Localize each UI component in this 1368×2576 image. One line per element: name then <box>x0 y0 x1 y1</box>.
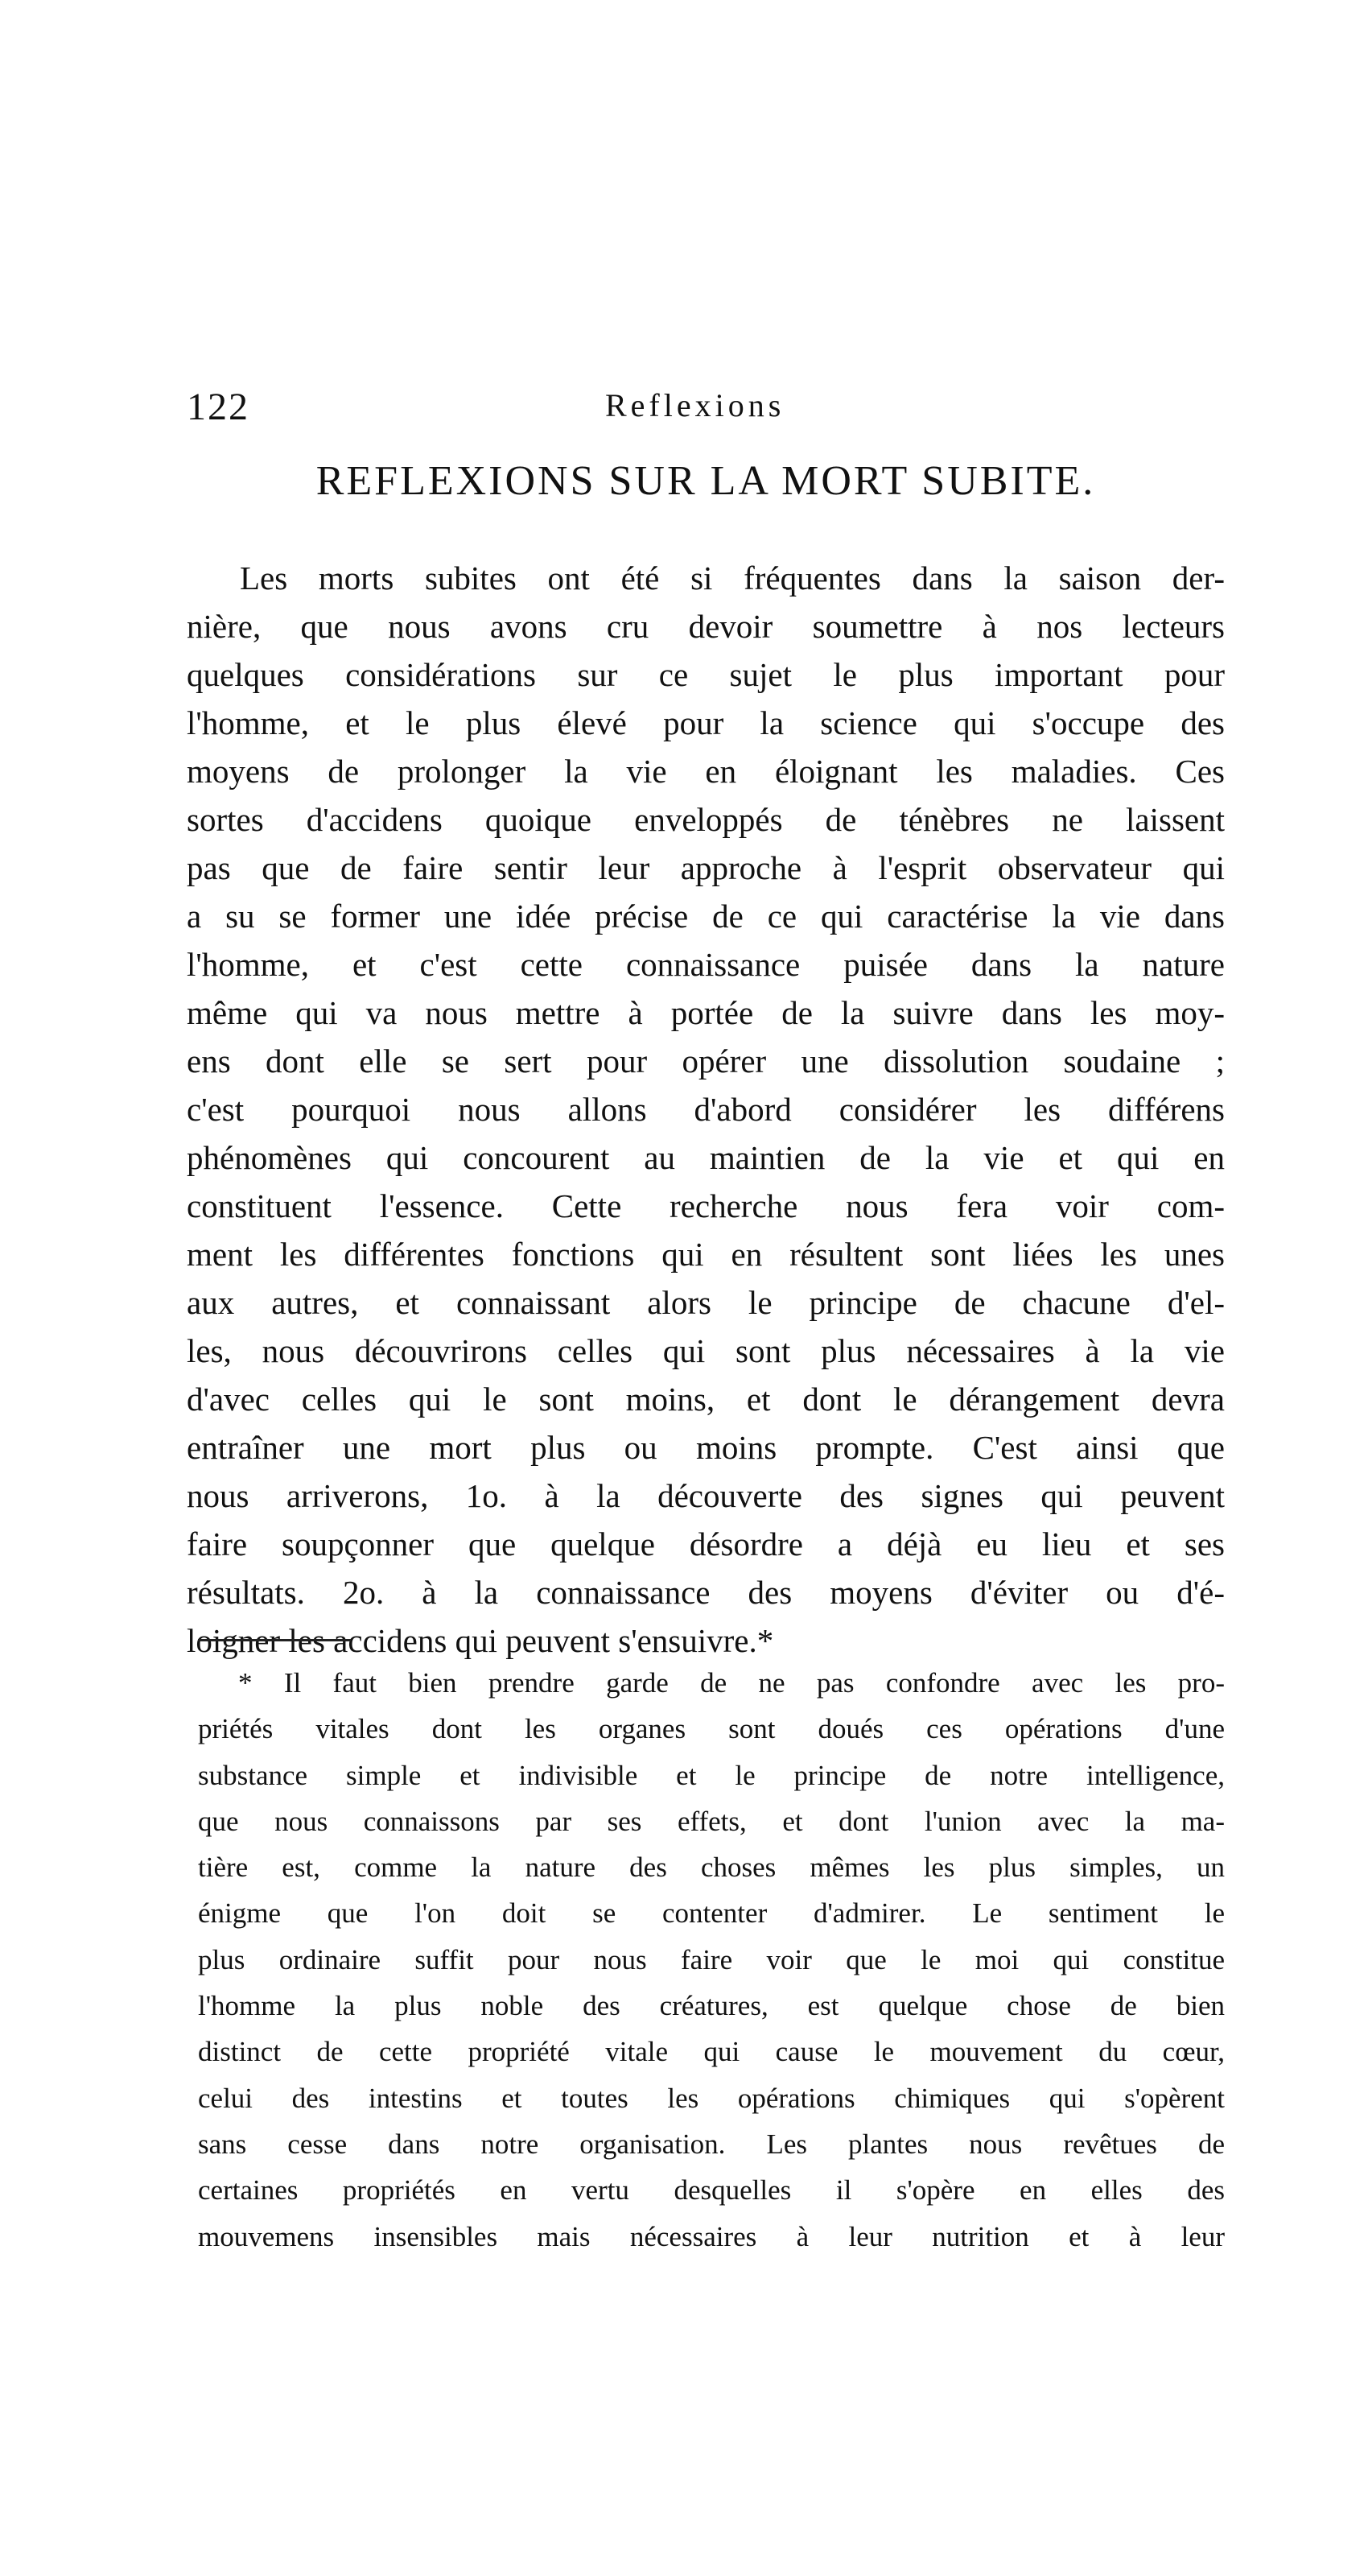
running-head <box>187 385 1225 433</box>
text-line: ment les différentes fonctions qui en résultent sont liées les unes <box>187 1236 1225 1273</box>
footnote-line: énigme que l'on doit se contenter d'admirer. Le sentiment le <box>198 1897 1225 1930</box>
text-line: quelques considérations sur ce sujet le plus important pour <box>187 656 1225 693</box>
text-line: a su se former une idée précise de ce qui caractérise la vie dans <box>187 898 1225 935</box>
text-line: ens dont elle se sert pour opérer une dissolution soudaine ; <box>187 1042 1225 1080</box>
text-line: d'avec celles qui le sont moins, et dont le dérangement devra <box>187 1381 1225 1418</box>
text-line: phénomènes qui concourent au maintien de la vie et qui en <box>187 1139 1225 1176</box>
text-line: nous arriverons, 1o. à la découverte des signes qui peuvent <box>187 1477 1225 1514</box>
footnote-line: tière est, comme la nature des choses mêmes les plus simples, un <box>198 1852 1225 1884</box>
footnote-line: * Il faut bien prendre garde de ne pas confondre avec les pro- <box>238 1667 1225 1699</box>
footnote-rule <box>198 1639 351 1641</box>
text-line: pas que de faire sentir leur approche à l'esprit observateur qui <box>187 849 1225 886</box>
page-number: 122 <box>187 386 249 428</box>
text-line: Les morts subites ont été si fréquentes dans la saison der- <box>240 559 1225 597</box>
footnote <box>198 1660 1225 2260</box>
text-line: les, nous découvrirons celles qui sont plus nécessaires à la vie <box>187 1332 1225 1369</box>
footnote-line: certaines propriétés en vertu desquelles il s'opère en elles des <box>198 2174 1225 2207</box>
text-line: résultats. 2o. à la connaissance des moyens d'éviter ou d'é- <box>187 1574 1225 1611</box>
footnote-line: que nous connaissons par ses effets, et dont l'union avec la ma- <box>198 1805 1225 1837</box>
text-line: l'homme, et c'est cette connaissance puisée dans la nature <box>187 946 1225 983</box>
text-line: sortes d'accidens quoique enveloppés de ténèbres ne laissent <box>187 801 1225 838</box>
footnote-line: l'homme la plus noble des créatures, est quelque chose de bien <box>198 1990 1225 2022</box>
running-title: Reflexions <box>605 387 785 423</box>
text-line: faire soupçonner que quelque désordre a déjà eu lieu et ses <box>187 1525 1225 1563</box>
text-line: l'homme, et le plus élevé pour la science qui s'occupe des <box>187 704 1225 741</box>
text-line: constituent l'essence. Cette recherche nous fera voir com- <box>187 1187 1225 1224</box>
footnote-line: mouvemens insensibles mais nécessaires à leur nutrition et à leur <box>198 2220 1225 2252</box>
article-title: REFLEXIONS SUR LA MORT SUBITE. <box>315 458 1096 504</box>
footnote-line: distinct de cette propriété vitale qui cause le mouvement du cœur, <box>198 2036 1225 2068</box>
text-line: moyens de prolonger la vie en éloignant les maladies. Ces <box>187 753 1225 790</box>
footnote-line: substance simple et indivisible et le principe de notre intelligence, <box>198 1759 1225 1791</box>
footnote-line: sans cesse dans notre organisation. Les plantes nous revêtues de <box>198 2128 1225 2160</box>
text-line: nière, que nous avons cru devoir soumettre à nos lecteurs <box>187 608 1225 645</box>
text-line: même qui va nous mettre à portée de la suivre dans les moy- <box>187 994 1225 1031</box>
text-line: loigner les accidens qui peuvent s'ensuivre.* <box>187 1622 774 1659</box>
footnote-line: plus ordinaire suffit pour nous faire voir que le moi qui constitue <box>198 1943 1225 1975</box>
text-line: c'est pourquoi nous allons d'abord considérer les différens <box>187 1091 1225 1128</box>
body-paragraph <box>187 554 1225 1665</box>
text-line: entraîner une mort plus ou moins prompte. C'est ainsi que <box>187 1429 1225 1466</box>
text-line: aux autres, et connaissant alors le principe de chacune d'el- <box>187 1284 1225 1321</box>
footnote-line: celui des intestins et toutes les opérations chimiques qui s'opèrent <box>198 2082 1225 2114</box>
footnote-line: priétés vitales dont les organes sont doués ces opérations d'une <box>198 1713 1225 1745</box>
